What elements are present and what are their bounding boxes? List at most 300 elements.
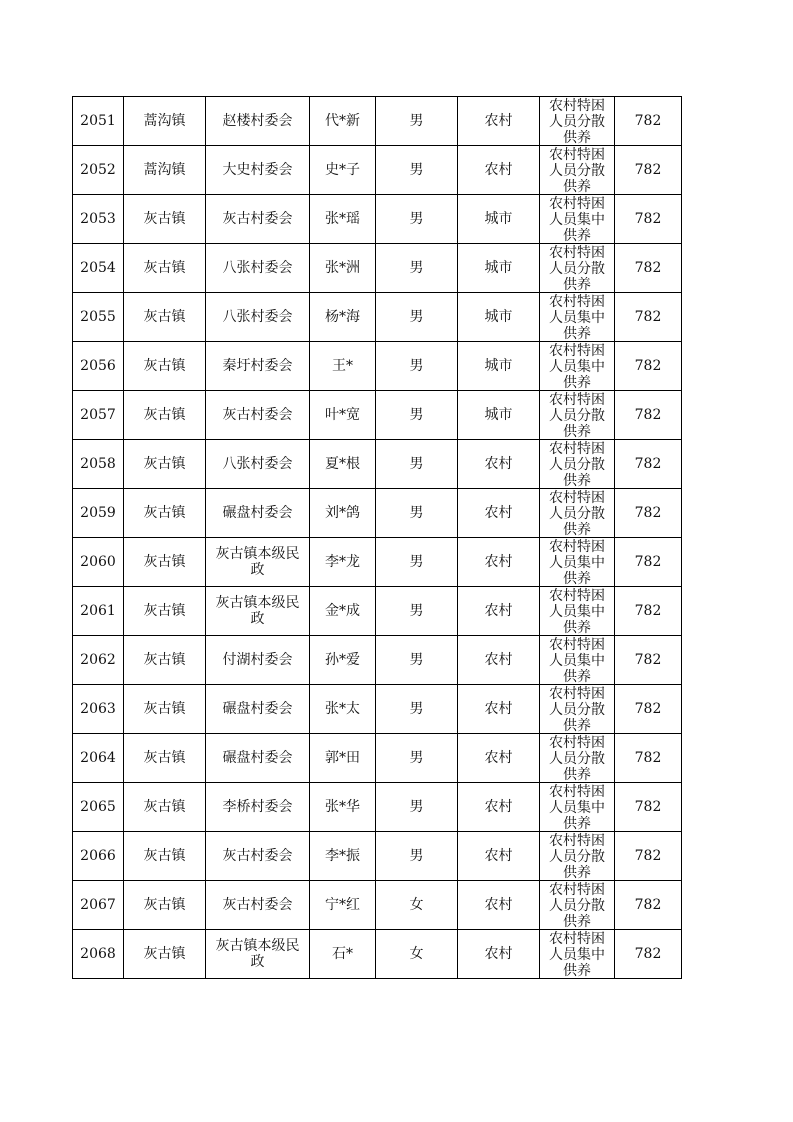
village-cell (206, 489, 310, 538)
gender-cell-text: 男 (409, 848, 424, 864)
category-cell-text: 农村特困人员集中供养 (549, 784, 605, 831)
category-cell (540, 146, 615, 195)
table-row (73, 587, 682, 636)
area-cell-text: 农村 (484, 603, 513, 619)
town-cell (124, 244, 206, 293)
record-id-cell-text: 2056 (80, 358, 116, 374)
record-id-cell (73, 440, 124, 489)
gender-cell-text: 女 (409, 897, 424, 913)
category-cell (540, 391, 615, 440)
record-id-cell-text: 2062 (80, 652, 116, 668)
amount-cell (615, 440, 682, 489)
village-cell (206, 97, 310, 146)
amount-cell (615, 930, 682, 979)
name-cell-text: 金*成 (325, 603, 360, 619)
town-cell (124, 342, 206, 391)
relief-recipient-table (72, 96, 682, 979)
amount-cell (615, 195, 682, 244)
area-cell (458, 244, 540, 293)
amount-cell-text: 782 (634, 750, 662, 766)
amount-cell-text: 782 (634, 162, 662, 178)
village-cell-text: 秦圩村委会 (222, 358, 293, 374)
record-id-cell (73, 293, 124, 342)
town-cell-text: 灰古镇 (143, 407, 186, 423)
name-cell-text: 代*新 (325, 113, 360, 129)
record-id-cell (73, 832, 124, 881)
table-row (73, 636, 682, 685)
category-cell (540, 734, 615, 783)
gender-cell (376, 783, 458, 832)
category-cell-text: 农村特困人员分散供养 (549, 490, 605, 537)
record-id-cell-text: 2068 (80, 946, 116, 962)
name-cell (310, 440, 376, 489)
village-cell-text: 灰古村委会 (222, 211, 293, 227)
gender-cell-text: 男 (409, 750, 424, 766)
category-cell (540, 244, 615, 293)
area-cell-text: 城市 (484, 407, 513, 423)
category-cell-text: 农村特困人员集中供养 (549, 539, 605, 586)
record-id-cell-text: 2061 (80, 603, 116, 619)
gender-cell (376, 293, 458, 342)
village-cell-text: 灰古镇本级民政 (215, 546, 300, 578)
gender-cell-text: 男 (409, 603, 424, 619)
name-cell-text: 张*华 (325, 799, 360, 815)
record-id-cell-text: 2052 (80, 162, 116, 178)
area-cell-text: 农村 (484, 701, 513, 717)
record-id-cell-text: 2054 (80, 260, 116, 276)
town-cell (124, 734, 206, 783)
name-cell (310, 293, 376, 342)
record-id-cell-text: 2060 (80, 554, 116, 570)
record-id-cell (73, 685, 124, 734)
table-row (73, 391, 682, 440)
amount-cell-text: 782 (634, 358, 662, 374)
name-cell-text: 叶*宽 (325, 407, 360, 423)
village-cell (206, 685, 310, 734)
category-cell-text: 农村特困人员分散供养 (549, 147, 605, 194)
name-cell-text: 李*龙 (325, 554, 360, 570)
town-cell (124, 538, 206, 587)
town-cell-text: 灰古镇 (143, 260, 186, 276)
town-cell-text: 灰古镇 (143, 848, 186, 864)
name-cell (310, 342, 376, 391)
village-cell-text: 灰古镇本级民政 (215, 938, 300, 970)
table-row (73, 930, 682, 979)
record-id-cell (73, 587, 124, 636)
village-cell-text: 八张村委会 (222, 260, 293, 276)
village-cell (206, 783, 310, 832)
amount-cell-text: 782 (634, 407, 662, 423)
area-cell-text: 农村 (484, 897, 513, 913)
area-cell-text: 农村 (484, 113, 513, 129)
table-row (73, 881, 682, 930)
gender-cell (376, 342, 458, 391)
village-cell (206, 832, 310, 881)
name-cell (310, 783, 376, 832)
record-id-cell-text: 2051 (80, 113, 116, 129)
amount-cell-text: 782 (634, 946, 662, 962)
record-id-cell (73, 342, 124, 391)
record-id-cell-text: 2055 (80, 309, 116, 325)
record-id-cell-text: 2053 (80, 211, 116, 227)
table-body (73, 97, 682, 979)
category-cell-text: 农村特困人员集中供养 (549, 588, 605, 635)
category-cell-text: 农村特困人员分散供养 (549, 392, 605, 439)
amount-cell-text: 782 (634, 897, 662, 913)
area-cell-text: 农村 (484, 162, 513, 178)
village-cell (206, 195, 310, 244)
category-cell (540, 342, 615, 391)
town-cell (124, 832, 206, 881)
town-cell (124, 930, 206, 979)
town-cell-text: 灰古镇 (143, 897, 186, 913)
village-cell-text: 碾盘村委会 (222, 701, 293, 717)
gender-cell-text: 男 (409, 260, 424, 276)
area-cell (458, 881, 540, 930)
category-cell (540, 832, 615, 881)
record-id-cell-text: 2066 (80, 848, 116, 864)
name-cell (310, 881, 376, 930)
category-cell-text: 农村特困人员分散供养 (549, 735, 605, 782)
amount-cell (615, 685, 682, 734)
town-cell-text: 灰古镇 (143, 750, 186, 766)
table-row (73, 685, 682, 734)
table-row (73, 97, 682, 146)
amount-cell-text: 782 (634, 701, 662, 717)
gender-cell (376, 587, 458, 636)
town-cell-text: 灰古镇 (143, 309, 186, 325)
table-row (73, 342, 682, 391)
record-id-cell-text: 2067 (80, 897, 116, 913)
record-id-cell (73, 930, 124, 979)
amount-cell-text: 782 (634, 799, 662, 815)
record-id-cell (73, 391, 124, 440)
village-cell-text: 八张村委会 (222, 456, 293, 472)
amount-cell-text: 782 (634, 456, 662, 472)
area-cell (458, 685, 540, 734)
village-cell (206, 146, 310, 195)
amount-cell-text: 782 (634, 554, 662, 570)
amount-cell (615, 244, 682, 293)
amount-cell-text: 782 (634, 211, 662, 227)
town-cell-text: 灰古镇 (143, 456, 186, 472)
name-cell-text: 张*瑶 (325, 211, 360, 227)
category-cell-text: 农村特困人员分散供养 (549, 686, 605, 733)
table-row (73, 489, 682, 538)
name-cell-text: 杨*海 (325, 309, 360, 325)
town-cell-text: 蒿沟镇 (143, 162, 186, 178)
category-cell (540, 538, 615, 587)
area-cell (458, 930, 540, 979)
village-cell-text: 八张村委会 (222, 309, 293, 325)
name-cell (310, 734, 376, 783)
amount-cell (615, 97, 682, 146)
record-id-cell-text: 2064 (80, 750, 116, 766)
area-cell (458, 97, 540, 146)
town-cell (124, 587, 206, 636)
village-cell (206, 244, 310, 293)
area-cell-text: 农村 (484, 848, 513, 864)
gender-cell (376, 881, 458, 930)
name-cell-text: 刘*鸽 (325, 505, 360, 521)
area-cell-text: 城市 (484, 358, 513, 374)
name-cell (310, 195, 376, 244)
area-cell-text: 农村 (484, 799, 513, 815)
table-row (73, 832, 682, 881)
amount-cell (615, 391, 682, 440)
area-cell (458, 783, 540, 832)
village-cell (206, 342, 310, 391)
amount-cell (615, 734, 682, 783)
gender-cell-text: 男 (409, 211, 424, 227)
area-cell (458, 636, 540, 685)
name-cell (310, 636, 376, 685)
area-cell (458, 440, 540, 489)
town-cell (124, 881, 206, 930)
amount-cell (615, 489, 682, 538)
amount-cell (615, 538, 682, 587)
name-cell-text: 孙*爱 (325, 652, 360, 668)
gender-cell-text: 男 (409, 113, 424, 129)
record-id-cell (73, 783, 124, 832)
village-cell-text: 灰古镇本级民政 (215, 595, 300, 627)
amount-cell (615, 146, 682, 195)
amount-cell-text: 782 (634, 652, 662, 668)
gender-cell-text: 男 (409, 799, 424, 815)
name-cell-text: 夏*根 (325, 456, 360, 472)
table-row (73, 293, 682, 342)
name-cell (310, 97, 376, 146)
category-cell-text: 农村特困人员集中供养 (549, 637, 605, 684)
area-cell-text: 农村 (484, 505, 513, 521)
name-cell (310, 146, 376, 195)
gender-cell (376, 538, 458, 587)
name-cell (310, 685, 376, 734)
town-cell (124, 146, 206, 195)
village-cell-text: 碾盘村委会 (222, 750, 293, 766)
record-id-cell-text: 2065 (80, 799, 116, 815)
town-cell (124, 685, 206, 734)
area-cell (458, 832, 540, 881)
area-cell-text: 农村 (484, 456, 513, 472)
area-cell-text: 农村 (484, 946, 513, 962)
town-cell (124, 195, 206, 244)
gender-cell-text: 女 (409, 946, 424, 962)
name-cell (310, 832, 376, 881)
town-cell-text: 蒿沟镇 (143, 113, 186, 129)
village-cell (206, 293, 310, 342)
town-cell-text: 灰古镇 (143, 211, 186, 227)
name-cell-text: 张*太 (325, 701, 360, 717)
name-cell (310, 538, 376, 587)
village-cell (206, 881, 310, 930)
record-id-cell (73, 734, 124, 783)
category-cell (540, 930, 615, 979)
gender-cell-text: 男 (409, 309, 424, 325)
gender-cell-text: 男 (409, 407, 424, 423)
name-cell (310, 391, 376, 440)
village-cell-text: 灰古村委会 (222, 848, 293, 864)
category-cell (540, 489, 615, 538)
area-cell (458, 538, 540, 587)
area-cell-text: 城市 (484, 309, 513, 325)
town-cell (124, 97, 206, 146)
amount-cell-text: 782 (634, 113, 662, 129)
amount-cell (615, 832, 682, 881)
category-cell-text: 农村特困人员集中供养 (549, 294, 605, 341)
village-cell-text: 碾盘村委会 (222, 505, 293, 521)
area-cell-text: 城市 (484, 260, 513, 276)
area-cell-text: 农村 (484, 652, 513, 668)
area-cell (458, 146, 540, 195)
amount-cell (615, 342, 682, 391)
gender-cell (376, 146, 458, 195)
amount-cell (615, 293, 682, 342)
record-id-cell (73, 489, 124, 538)
name-cell (310, 587, 376, 636)
name-cell (310, 930, 376, 979)
gender-cell-text: 男 (409, 162, 424, 178)
name-cell (310, 244, 376, 293)
amount-cell-text: 782 (634, 505, 662, 521)
gender-cell (376, 930, 458, 979)
town-cell (124, 293, 206, 342)
category-cell (540, 636, 615, 685)
village-cell-text: 灰古村委会 (222, 407, 293, 423)
record-id-cell-text: 2059 (80, 505, 116, 521)
category-cell (540, 293, 615, 342)
amount-cell-text: 782 (634, 848, 662, 864)
amount-cell-text: 782 (634, 603, 662, 619)
village-cell-text: 付湖村委会 (222, 652, 293, 668)
gender-cell-text: 男 (409, 652, 424, 668)
amount-cell-text: 782 (634, 309, 662, 325)
table-row (73, 538, 682, 587)
record-id-cell-text: 2058 (80, 456, 116, 472)
category-cell-text: 农村特困人员分散供养 (549, 245, 605, 292)
table-row (73, 734, 682, 783)
record-id-cell (73, 636, 124, 685)
name-cell (310, 489, 376, 538)
table-row (73, 195, 682, 244)
record-id-cell (73, 881, 124, 930)
record-id-cell (73, 195, 124, 244)
category-cell (540, 440, 615, 489)
category-cell-text: 农村特困人员分散供养 (549, 882, 605, 929)
category-cell-text: 农村特困人员集中供养 (549, 931, 605, 978)
record-id-cell-text: 2063 (80, 701, 116, 717)
amount-cell (615, 636, 682, 685)
area-cell (458, 587, 540, 636)
record-id-cell-text: 2057 (80, 407, 116, 423)
town-cell-text: 灰古镇 (143, 603, 186, 619)
category-cell-text: 农村特困人员分散供养 (549, 441, 605, 488)
category-cell (540, 685, 615, 734)
amount-cell (615, 783, 682, 832)
village-cell (206, 587, 310, 636)
category-cell (540, 881, 615, 930)
area-cell (458, 293, 540, 342)
area-cell-text: 农村 (484, 554, 513, 570)
gender-cell (376, 97, 458, 146)
category-cell-text: 农村特困人员分散供养 (549, 98, 605, 145)
area-cell (458, 195, 540, 244)
category-cell (540, 587, 615, 636)
village-cell-text: 赵楼村委会 (222, 113, 293, 129)
area-cell-text: 城市 (484, 211, 513, 227)
gender-cell (376, 244, 458, 293)
gender-cell-text: 男 (409, 358, 424, 374)
gender-cell (376, 489, 458, 538)
village-cell-text: 大史村委会 (222, 162, 293, 178)
town-cell (124, 783, 206, 832)
category-cell-text: 农村特困人员集中供养 (549, 343, 605, 390)
record-id-cell (73, 97, 124, 146)
category-cell (540, 97, 615, 146)
gender-cell (376, 832, 458, 881)
village-cell (206, 440, 310, 489)
gender-cell (376, 440, 458, 489)
town-cell-text: 灰古镇 (143, 701, 186, 717)
category-cell (540, 195, 615, 244)
village-cell (206, 734, 310, 783)
amount-cell (615, 587, 682, 636)
record-id-cell (73, 244, 124, 293)
area-cell-text: 农村 (484, 750, 513, 766)
table-row (73, 440, 682, 489)
table-row (73, 783, 682, 832)
area-cell (458, 391, 540, 440)
record-id-cell (73, 146, 124, 195)
village-cell-text: 灰古村委会 (222, 897, 293, 913)
area-cell (458, 734, 540, 783)
village-cell (206, 538, 310, 587)
town-cell-text: 灰古镇 (143, 505, 186, 521)
village-cell (206, 636, 310, 685)
area-cell (458, 489, 540, 538)
gender-cell (376, 685, 458, 734)
category-cell-text: 农村特困人员集中供养 (549, 196, 605, 243)
town-cell-text: 灰古镇 (143, 946, 186, 962)
name-cell-text: 王* (332, 358, 353, 374)
town-cell (124, 489, 206, 538)
name-cell-text: 郭*田 (325, 750, 360, 766)
category-cell-text: 农村特困人员分散供养 (549, 833, 605, 880)
gender-cell (376, 636, 458, 685)
table-row (73, 146, 682, 195)
record-id-cell (73, 538, 124, 587)
table-row (73, 244, 682, 293)
village-cell (206, 930, 310, 979)
gender-cell-text: 男 (409, 456, 424, 472)
amount-cell (615, 881, 682, 930)
village-cell-text: 李桥村委会 (222, 799, 293, 815)
name-cell-text: 张*洲 (325, 260, 360, 276)
gender-cell (376, 734, 458, 783)
name-cell-text: 李*振 (325, 848, 360, 864)
gender-cell-text: 男 (409, 701, 424, 717)
area-cell (458, 342, 540, 391)
town-cell-text: 灰古镇 (143, 358, 186, 374)
name-cell-text: 宁*红 (325, 897, 360, 913)
gender-cell (376, 195, 458, 244)
amount-cell-text: 782 (634, 260, 662, 276)
town-cell (124, 440, 206, 489)
name-cell-text: 史*子 (325, 162, 360, 178)
village-cell (206, 391, 310, 440)
name-cell-text: 石* (332, 946, 353, 962)
town-cell-text: 灰古镇 (143, 554, 186, 570)
